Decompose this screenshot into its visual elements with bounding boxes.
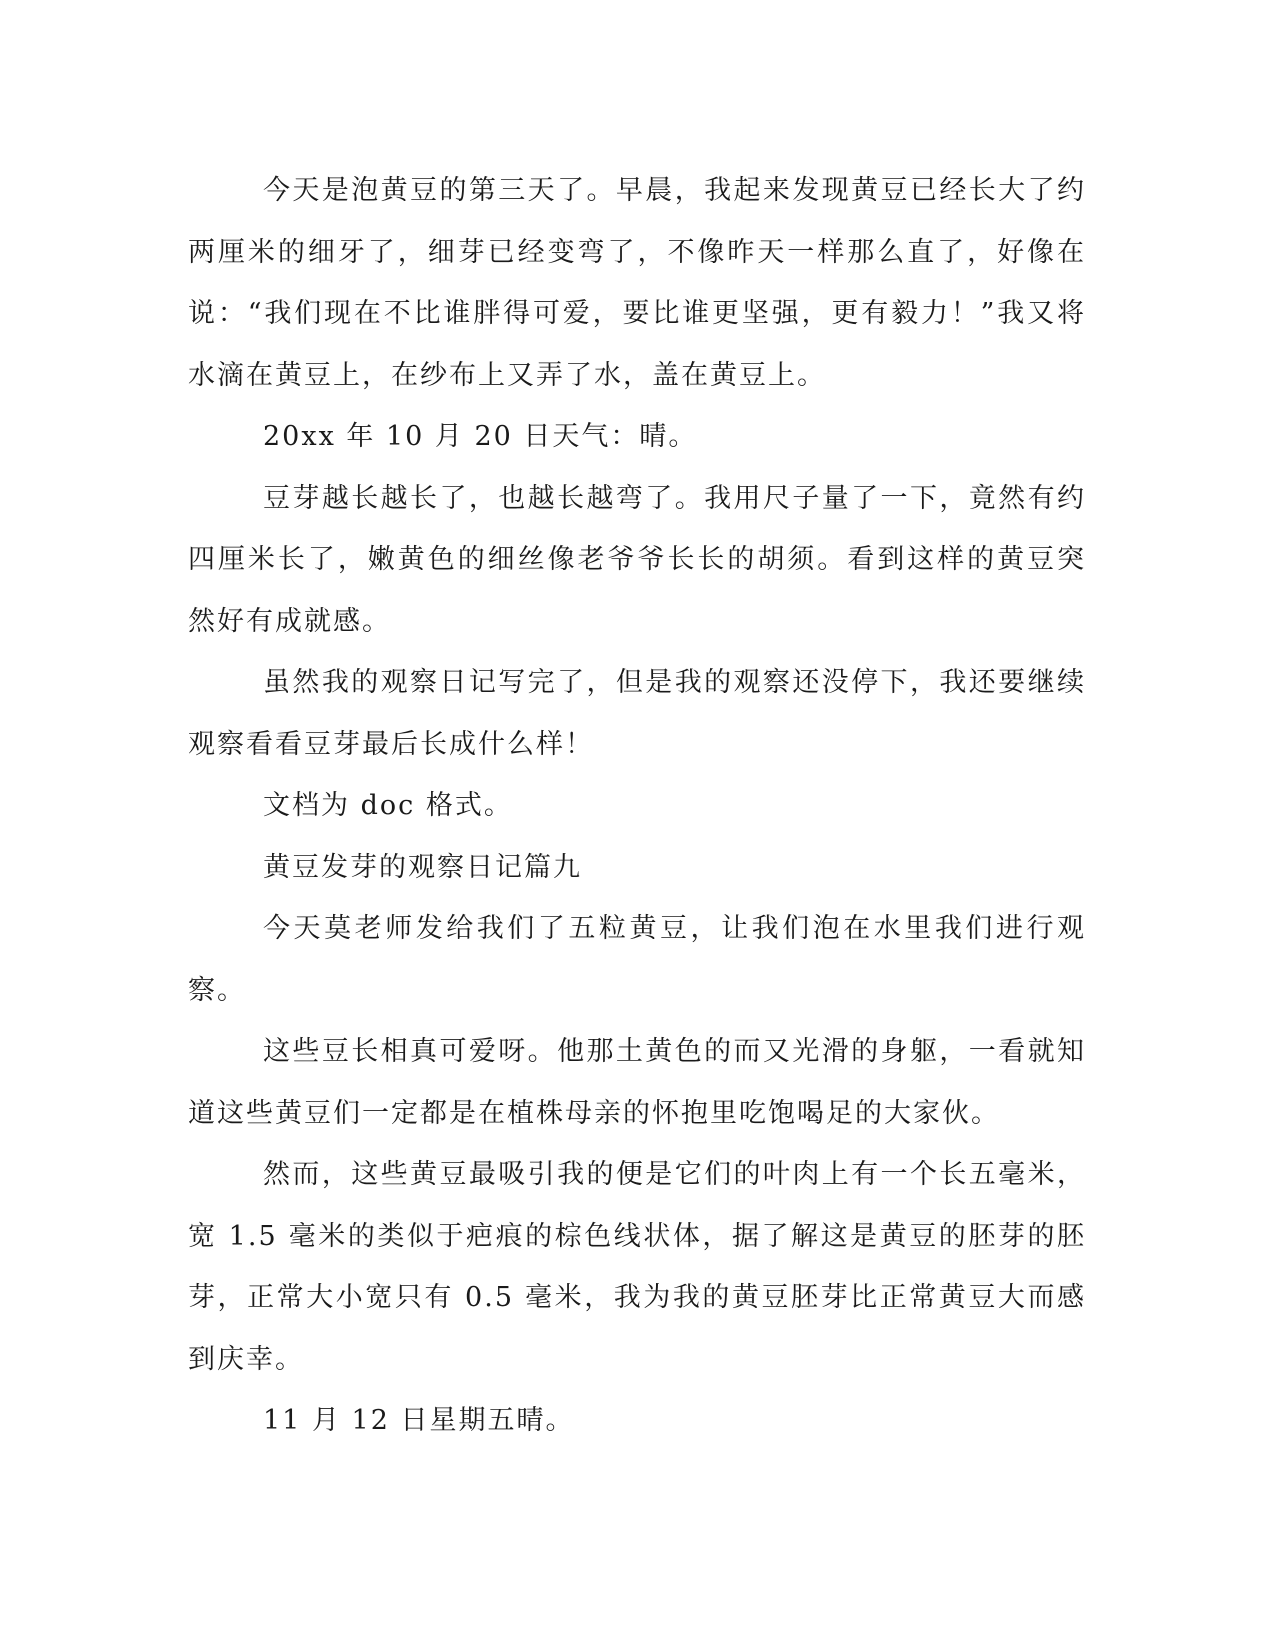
paragraph-bean-appearance: 这些豆长相真可爱呀。他那土黄色的而又光滑的身躯，一看就知道这些黄豆们一定都是在植株母亲的怀抱里吃饱喝足的大家伙。 xyxy=(188,1036,1086,1129)
paragraph-embryo-detail: 然而，这些黄豆最吸引我的便是它们的叶肉上有一个长五毫米，宽 1.5 毫米的类似于疤痕的棕色线状体，据了解这是黄豆的胚芽的胚芽，正常大小宽只有 0.5 毫米，我为我的黄豆胚芽比正常黄豆大而感到庆幸。 xyxy=(188,1159,1086,1375)
paragraph-doc-format-note: 文档为 doc 格式。 xyxy=(263,790,513,821)
document-body xyxy=(188,160,1086,1452)
section-heading-part-nine: 黄豆发芽的观察日记篇九 xyxy=(263,851,582,883)
paragraph-date-oct-20: 20xx 年 10 月 20 日天气：晴。 xyxy=(263,421,698,452)
paragraph-sprout-growth: 豆芽越长越长了，也越长越弯了。我用尺子量了一下，竟然有约四厘米长了，嫩黄色的细丝像老爷爷长长的胡须。看到这样的黄豆突然好有成就感。 xyxy=(188,482,1086,637)
paragraph-date-nov-12: 11 月 12 日星期五晴。 xyxy=(263,1405,575,1436)
paragraph-soaking-day-three: 今天是泡黄豆的第三天了。早晨，我起来发现黄豆已经长大了约两厘米的细牙了，细芽已经变弯了，不像昨天一样那么直了，好像在说：“我们现在不比谁胖得可爱，要比谁更坚强，更有毅力！”我又将水滴在黄豆上，在纱布上又弄了水，盖在黄豆上。 xyxy=(188,175,1086,391)
paragraph-diary-finished: 虽然我的观察日记写完了，但是我的观察还没停下，我还要继续观察看看豆芽最后长成什么样！ xyxy=(188,667,1086,760)
paragraph-teacher-gave-beans: 今天莫老师发给我们了五粒黄豆，让我们泡在水里我们进行观察。 xyxy=(188,913,1086,1006)
